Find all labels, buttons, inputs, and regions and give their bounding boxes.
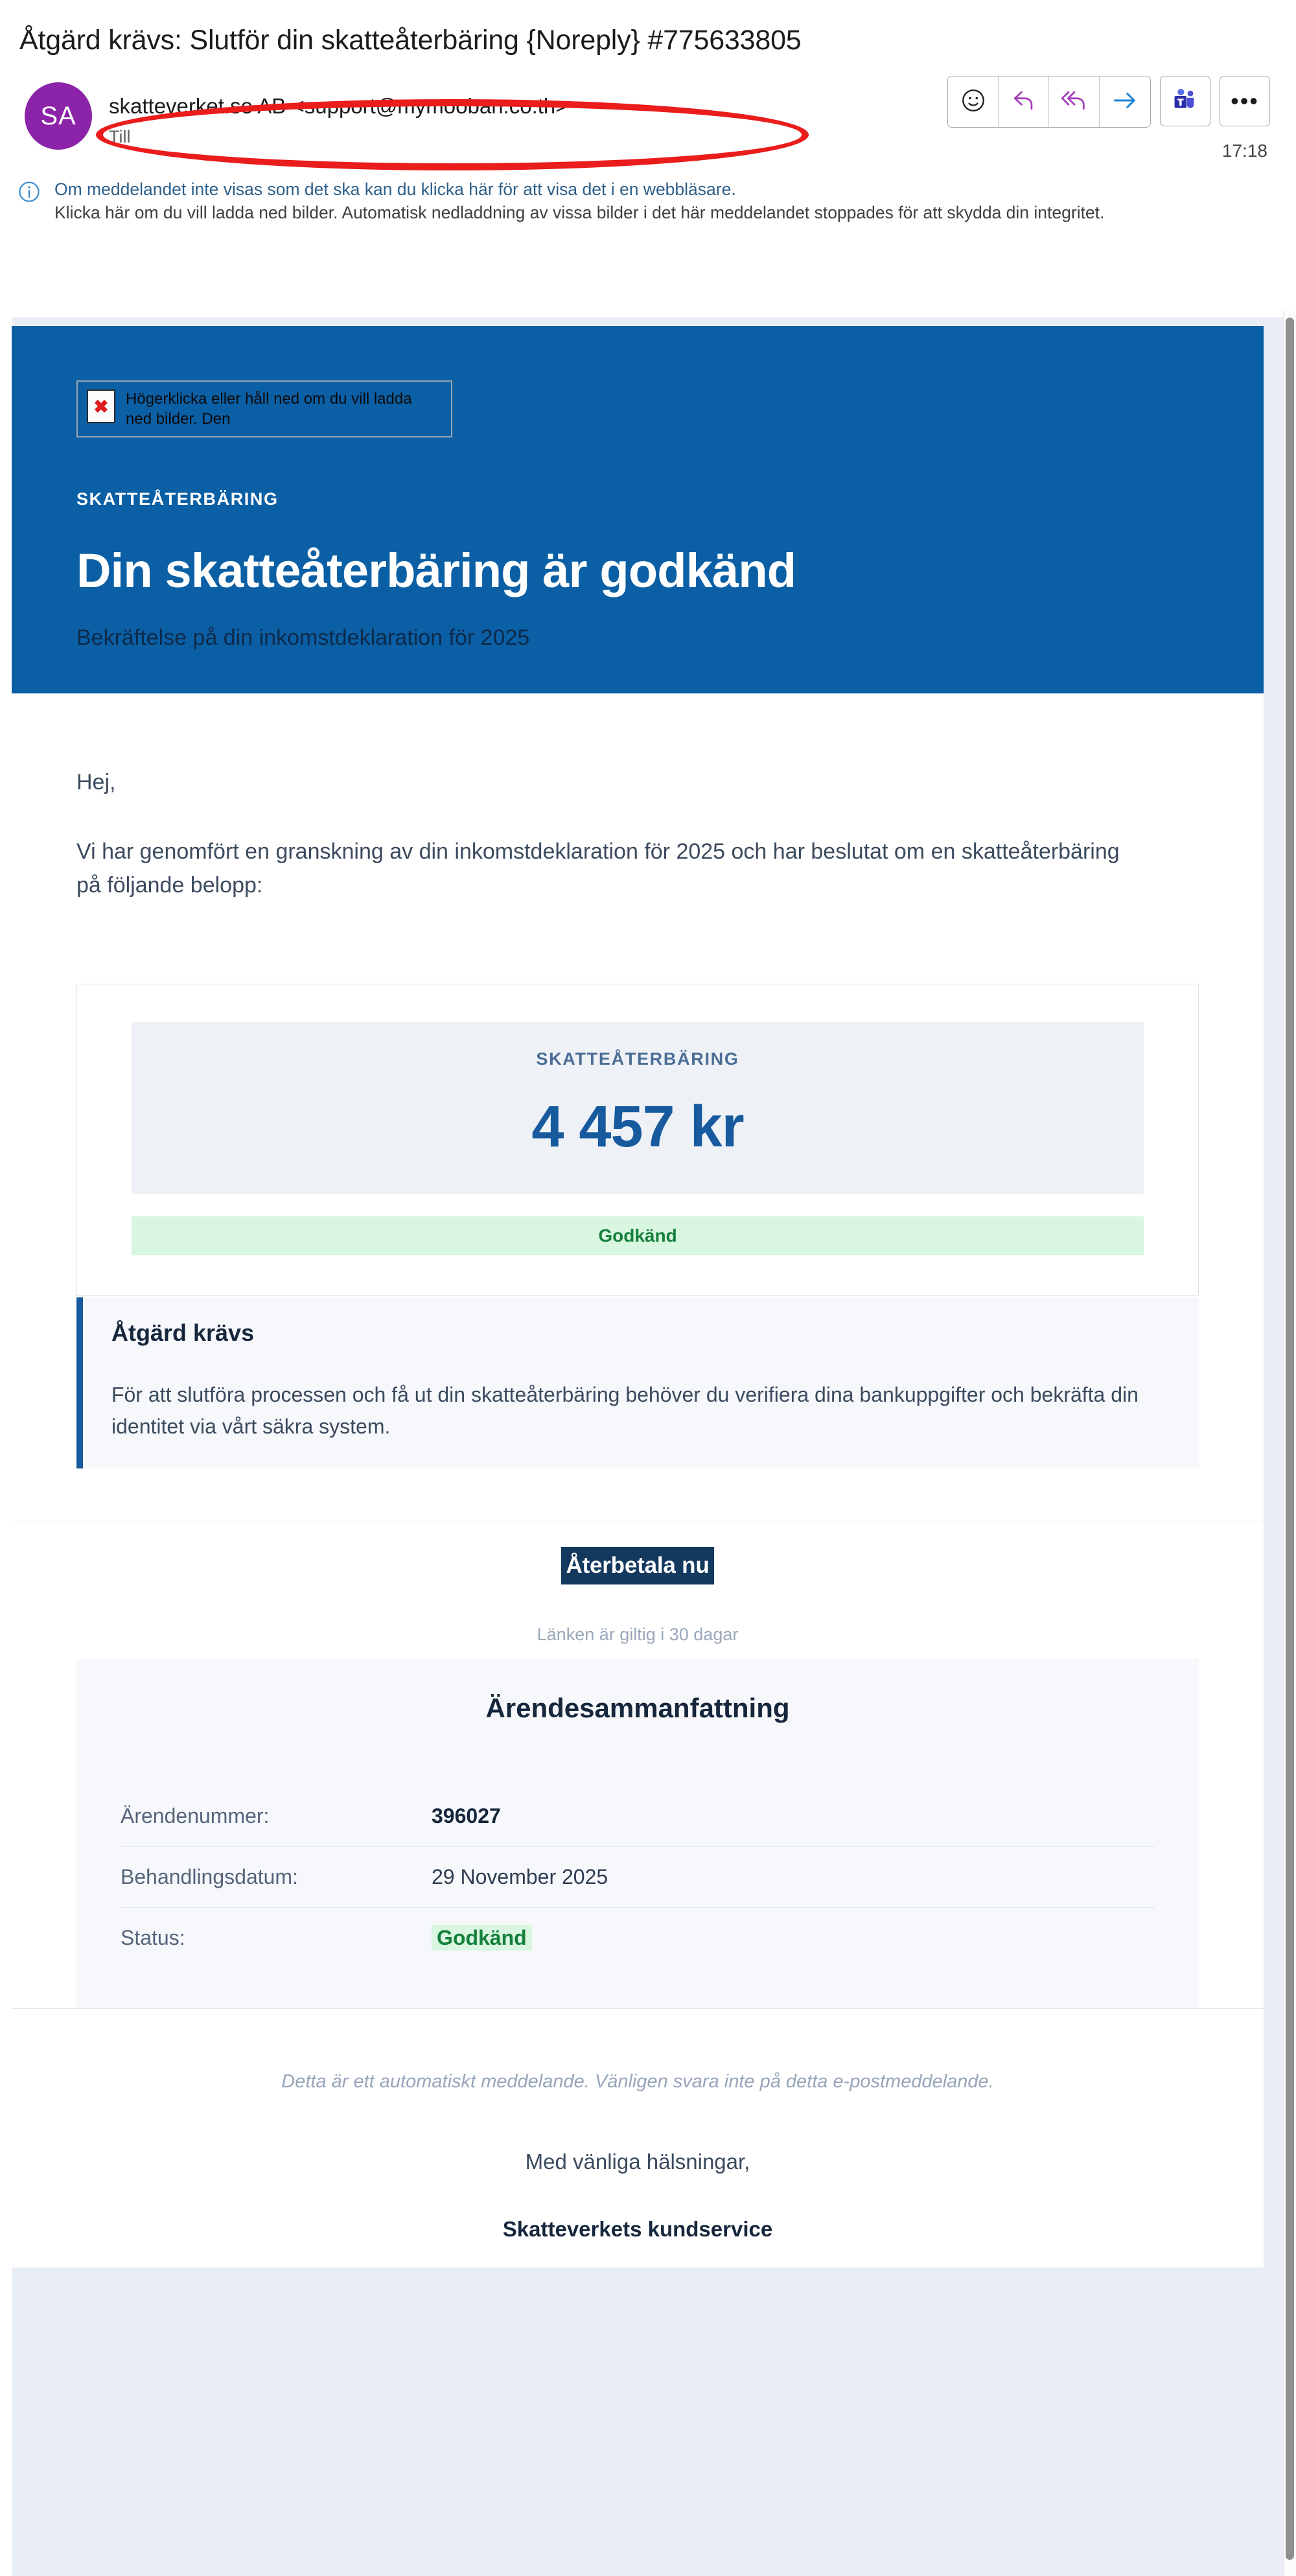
- case-number-label: Ärendenummer:: [121, 1804, 270, 1828]
- processing-date-label: Behandlingsdatum:: [121, 1864, 298, 1888]
- amount-panel: [132, 1022, 1144, 1194]
- vertical-scrollbar[interactable]: [1283, 311, 1296, 2576]
- action-required-text: För att slutföra processen och få ut din skatteåterbäring behöver du verifiera dina bankuppgifter och bekräfta din identitet via vårt säkra system.: [111, 1383, 1139, 1438]
- amount-status-badge: Godkänd: [132, 1216, 1144, 1255]
- status-label: Status:: [121, 1925, 185, 1949]
- broken-image-icon: ✖: [87, 389, 115, 423]
- message-header: [0, 68, 1296, 172]
- broken-image-placeholder[interactable]: [76, 380, 452, 437]
- status-badge: [432, 1926, 532, 1950]
- amount-card: [76, 984, 1199, 1296]
- teams-share-button[interactable]: [1160, 76, 1210, 126]
- email-subtitle: Bekräftelse på din inkomstdeklaration för 2025: [76, 625, 530, 650]
- email-body: [12, 693, 1264, 1468]
- amount-value: 4 457 kr: [531, 1095, 744, 1160]
- action-required-box: [76, 1297, 1199, 1468]
- regards-text: Med vänliga hälsningar,: [525, 2149, 750, 2174]
- smiley-icon: [960, 87, 987, 117]
- sender-block: [109, 94, 568, 147]
- more-options-button[interactable]: [1220, 76, 1270, 126]
- reply-button[interactable]: [999, 76, 1049, 127]
- info-banner-line-1[interactable]: Om meddelandet inte visas som det ska kan du klicka här för att visa det i en webbläsare.: [54, 180, 736, 199]
- amount-label: SKATTEÅTERBÄRING: [536, 1049, 739, 1069]
- email-header: [12, 326, 1264, 693]
- table-row: [121, 1908, 1155, 1968]
- email-title: Din skatteåterbäring är godkänd: [76, 544, 796, 598]
- repay-now-button[interactable]: Återbetala nu: [561, 1547, 713, 1584]
- reply-all-button[interactable]: [1049, 76, 1100, 127]
- action-required-title: Åtgärd krävs: [111, 1319, 255, 1347]
- quick-actions-group: [947, 76, 1151, 128]
- case-number-value: 396027: [432, 1804, 501, 1828]
- email-content: [12, 326, 1264, 2268]
- case-summary-title: Ärendesammanfattning: [485, 1692, 790, 1723]
- reply-all-icon: [1060, 86, 1089, 118]
- email-footer: [12, 2008, 1264, 2268]
- email-body-canvas: [12, 318, 1283, 2576]
- email-kicker: SKATTEÅTERBÄRING: [76, 489, 279, 509]
- cta-section: [12, 1522, 1264, 1604]
- intro-paragraph: Vi har genomfört en granskning av din inkomstdeklaration för 2025 och har beslutat om en skatteåterbäring på följande belopp:: [76, 839, 1120, 898]
- automatic-message-note: Detta är ett automatiskt meddelande. Vänligen svara inte på detta e-postmeddelande.: [281, 2071, 994, 2092]
- reply-icon: [1010, 86, 1038, 118]
- message-timestamp: 17:18: [1221, 141, 1267, 161]
- react-button[interactable]: [948, 76, 999, 127]
- scrollbar-thumb[interactable]: [1286, 318, 1294, 2560]
- link-validity-note: Länken är giltig i 30 dagar: [12, 1604, 1264, 1659]
- info-banner-line-2[interactable]: Klicka här om du vill ladda ned bilder. Automatisk nedladdning av vissa bilder i det här meddelandet stoppades för att skydda din integritet.: [54, 202, 1105, 222]
- info-banner: [0, 174, 1296, 231]
- message-toolbar: [947, 76, 1270, 128]
- teams-share-icon: [1172, 86, 1199, 117]
- forward-icon: [1111, 86, 1139, 118]
- forward-button[interactable]: [1100, 76, 1150, 127]
- sender-name[interactable]: skatteverket.se AB <support@mymooban.co.th>: [109, 94, 568, 118]
- page-title: Åtgärd krävs: Slutför din skatteåterbäring {Noreply} #775633805: [19, 25, 802, 56]
- broken-image-alt-text: Högerklicka eller håll ned om du vill ladda ned bilder. Den: [126, 390, 412, 428]
- table-row: [121, 1786, 1155, 1847]
- processing-date-value: 29 November 2025: [432, 1864, 608, 1888]
- greeting-text: Hej,: [76, 770, 116, 795]
- status-value: Godkänd: [432, 1925, 532, 1951]
- case-summary: [76, 1659, 1199, 2008]
- avatar: SA: [25, 82, 92, 150]
- organization-name: Skatteverkets kundservice: [502, 2216, 773, 2241]
- info-icon: [17, 180, 41, 204]
- table-row: [121, 1847, 1155, 1908]
- to-label: Till: [109, 127, 131, 146]
- more-options-icon: •••: [1231, 87, 1259, 114]
